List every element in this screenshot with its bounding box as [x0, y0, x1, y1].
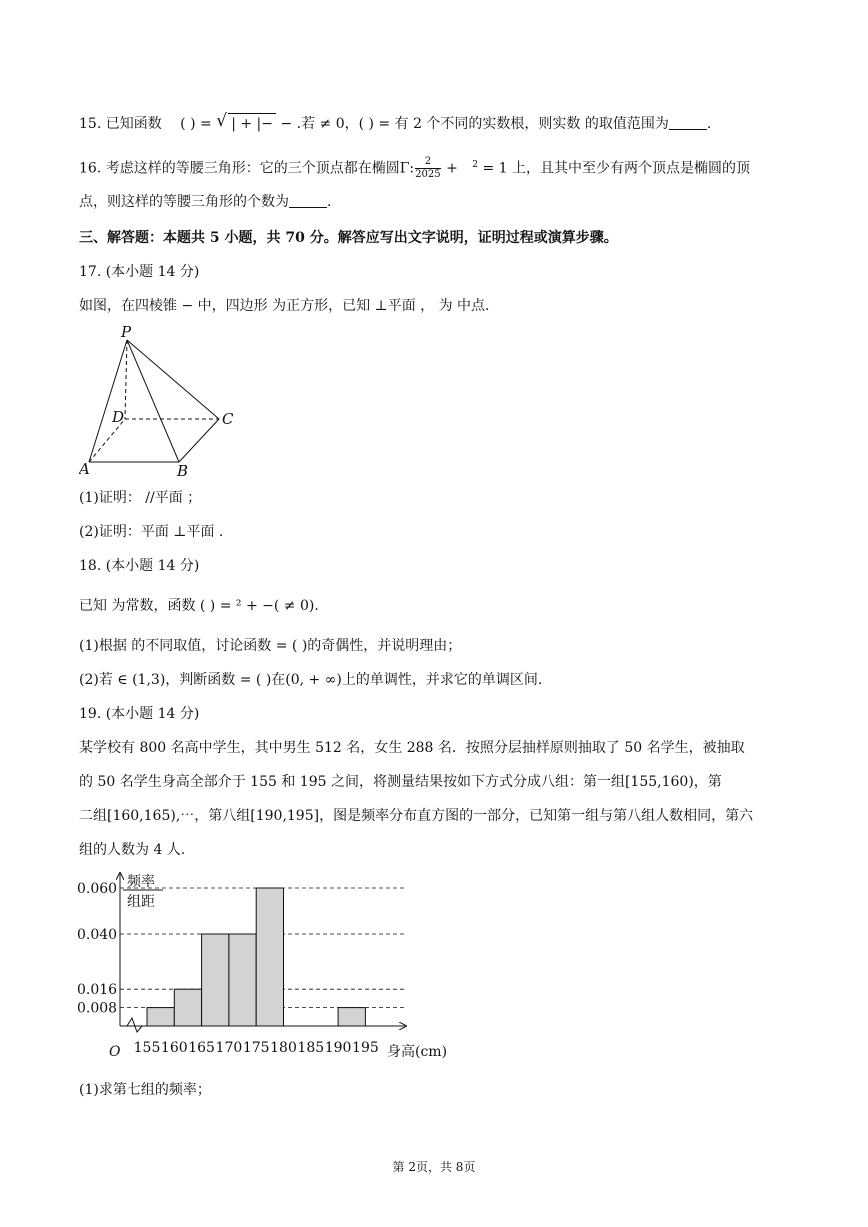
x-axis-label: 身高(cm): [387, 1044, 448, 1060]
q19-line1: 某学校有 800 名高中学生，其中男生 512 名，女生 288 名．按照分层抽样原则抽取了 50 名学生，被抽取: [79, 740, 745, 756]
q18-part1: (1)根据 的不同取值，讨论函数 = ( )的奇偶性，并说明理由；: [79, 638, 462, 654]
x-tick-label: 190: [324, 1040, 352, 1056]
histogram-bar: [338, 1008, 365, 1026]
y-tick-label: 0.060: [77, 881, 118, 897]
q15-prefix: 15. 已知函数: [79, 116, 162, 132]
q16-frac-num: 2: [424, 156, 432, 168]
section-3-heading: 三、解答题：本题共 5 小题，共 70 分。解答应写出文字说明，证明过程或演算步骤。: [79, 230, 618, 246]
q16-sup: 2: [472, 160, 478, 170]
origin-label: O: [109, 1044, 121, 1060]
q16-suffix: = 1 上，且其中至少有两个顶点是椭圆的顶: [482, 160, 750, 177]
histogram-bar: [256, 888, 283, 1026]
vertex-label-d: D: [112, 408, 125, 426]
histogram-bar: [202, 934, 229, 1026]
y-tick-label: 0.016: [77, 982, 118, 999]
histogram-bar: [174, 989, 201, 1026]
q19-line3: 二组[160,165),⋯，第八组[190,195]，图是频率分布直方图的一部分，已知第一组与第八组人数相同，第六: [79, 808, 754, 824]
frequency-histogram: [75, 866, 455, 1066]
q19-part1: (1)求第七组的频率；: [79, 1082, 211, 1098]
q17-body: 如图，在四棱锥 − 中，四边形 为正方形，已知 ⊥平面 ， 为 中点.: [79, 298, 490, 314]
x-tick-label: 195: [352, 1040, 379, 1056]
axis-break-mark: [127, 1018, 142, 1032]
ylabel-denominator: 组距: [127, 894, 155, 910]
histogram-bar: [147, 1008, 174, 1026]
q15-fx: ( ) =: [180, 116, 212, 132]
q16-line2: 点，则这样的等腰三角形的个数为: [79, 194, 289, 210]
x-tick-label: 165: [188, 1040, 215, 1056]
histogram-bar: [229, 934, 256, 1026]
x-tick-label: 175: [242, 1040, 270, 1056]
pyramid-figure: [79, 322, 249, 482]
y-tick-label: 0.040: [77, 927, 118, 943]
q19-line4: 组的人数为 4 人.: [79, 842, 186, 858]
page-footer: 第 2页，共 8页: [392, 1160, 476, 1174]
x-tick-label: 160: [160, 1040, 188, 1056]
q15-end: .: [706, 116, 712, 132]
q15-cond: .若 ≠ 0，( ) =: [296, 116, 391, 132]
q15-rest: 有 2 个不同的实数根，则实数 的取值范围为: [394, 116, 669, 132]
q19-header: 19. (本小题 14 分): [79, 706, 200, 722]
q16-fraction: [415, 156, 440, 181]
q16-frac-den: 2025: [415, 169, 441, 181]
x-tick-label: 155: [133, 1040, 161, 1056]
q17-part1: (1)证明： //平面 ；: [79, 490, 202, 506]
q18-body: 已知 为常数，函数 ( ) = ² + −( ≠ 0).: [79, 598, 319, 614]
q18-part2: (2)若 ∈ (1,3)，判断函数 = ( )在(0, + ∞)上的单调性，并求它的单调区间.: [79, 672, 543, 688]
q16-end: .: [327, 194, 332, 210]
q17-part2: (2)证明：平面 ⊥平面 .: [79, 524, 224, 540]
answer-blank-16: [289, 193, 327, 208]
q15-minus: −: [280, 116, 293, 132]
q19-line2: 的 50 名学生身高全部介于 155 和 195 之间，将测量结果按如下方式分成八组：第一组[155,160)，第: [79, 774, 722, 790]
q18-header: 18. (本小题 14 分): [79, 558, 200, 574]
q15-radicand: | + |−: [228, 113, 276, 134]
x-tick-label: 170: [215, 1040, 243, 1056]
answer-blank-15: [669, 115, 707, 130]
sqrt-expression: √ | + |−: [216, 113, 276, 134]
q17-header: 17. (本小题 14 分): [79, 264, 200, 280]
y-tick-label: 0.008: [77, 1000, 118, 1017]
ylabel-numerator: 频率: [127, 874, 155, 890]
question-16-line2: [79, 192, 331, 212]
vertex-label-c: C: [222, 410, 234, 428]
question-15: [79, 113, 711, 134]
q16-plus: +: [446, 160, 458, 177]
q16-prefix: 16. 考虑这样的等腰三角形：它的三个顶点都在椭圆Γ:: [79, 160, 415, 177]
question-16-line1: [79, 155, 750, 181]
vertex-label-a: A: [79, 460, 90, 478]
x-tick-label: 185: [297, 1040, 325, 1056]
vertex-label-p: P: [121, 323, 132, 341]
vertex-label-b: B: [177, 462, 189, 480]
x-tick-label: 180: [270, 1040, 297, 1056]
